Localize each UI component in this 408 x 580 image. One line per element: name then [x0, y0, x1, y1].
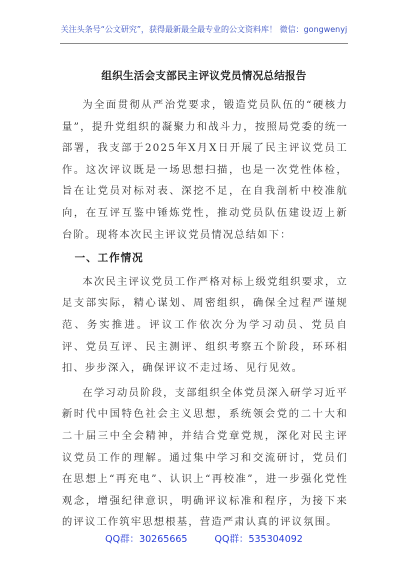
header-divider	[60, 43, 348, 44]
section-paragraph: 在学习动员阶段，支部组织全体党员深入研学习近平新时代中国特色社会主义思想，系统领会党的二十大和二十届三中全会精神，并结合党章党规，深化对民主评议党员工作的理解。通过集中学习和交流研讨，党员们在思想上“再充电”、认识上“再校准”，进一步强化党性观念，增强纪律意识，明确评议标准和程序，为接下来的评议工作筑牢思想根基，营造严肃认真的评议氛围。	[62, 387, 348, 529]
contact-footer	[0, 531, 408, 545]
qq-group-link-2[interactable]: QQ群：535304092	[214, 534, 303, 545]
promo-banner: 关注头条号“公文研究”，获得最新最全最专业的公文资料库！ 微信：gongwenyj	[60, 25, 348, 34]
section-heading: 一、工作情况	[74, 252, 144, 265]
section-paragraph: 本次民主评议党员工作严格对标上级党组织要求，立足支部实际，精心谋划、周密组织，确保全过程严谨规范、务实推进。评议工作依次分为学习动员、党员自评、党员互评、民主测评、组织考察五个阶段，环环相扣、步步深入，确保评议不走过场、见行见效。	[62, 276, 348, 375]
document-body	[62, 95, 348, 534]
qq-group-link-1[interactable]: QQ群：30265665	[105, 534, 188, 545]
intro-paragraph: 为全面贯彻从严治党要求，锻造党员队伍的“硬核力量”，提升党组织的凝聚力和战斗力，按照局党委的统一部署，我支部于2025年X月X日开展了民主评议党员工作。这次评议既是一场思想扫描，也是一次党性体检，旨在让党员对标对表、深挖不足，在自我剖析中校准航向，在互评互鉴中锤炼党性，推动党员队伍建设迈上新台阶。现将本次民主评议党员情况总结如下：	[62, 100, 348, 241]
document-title: 组织生活会支部民主评议党员情况总结报告	[101, 70, 307, 82]
